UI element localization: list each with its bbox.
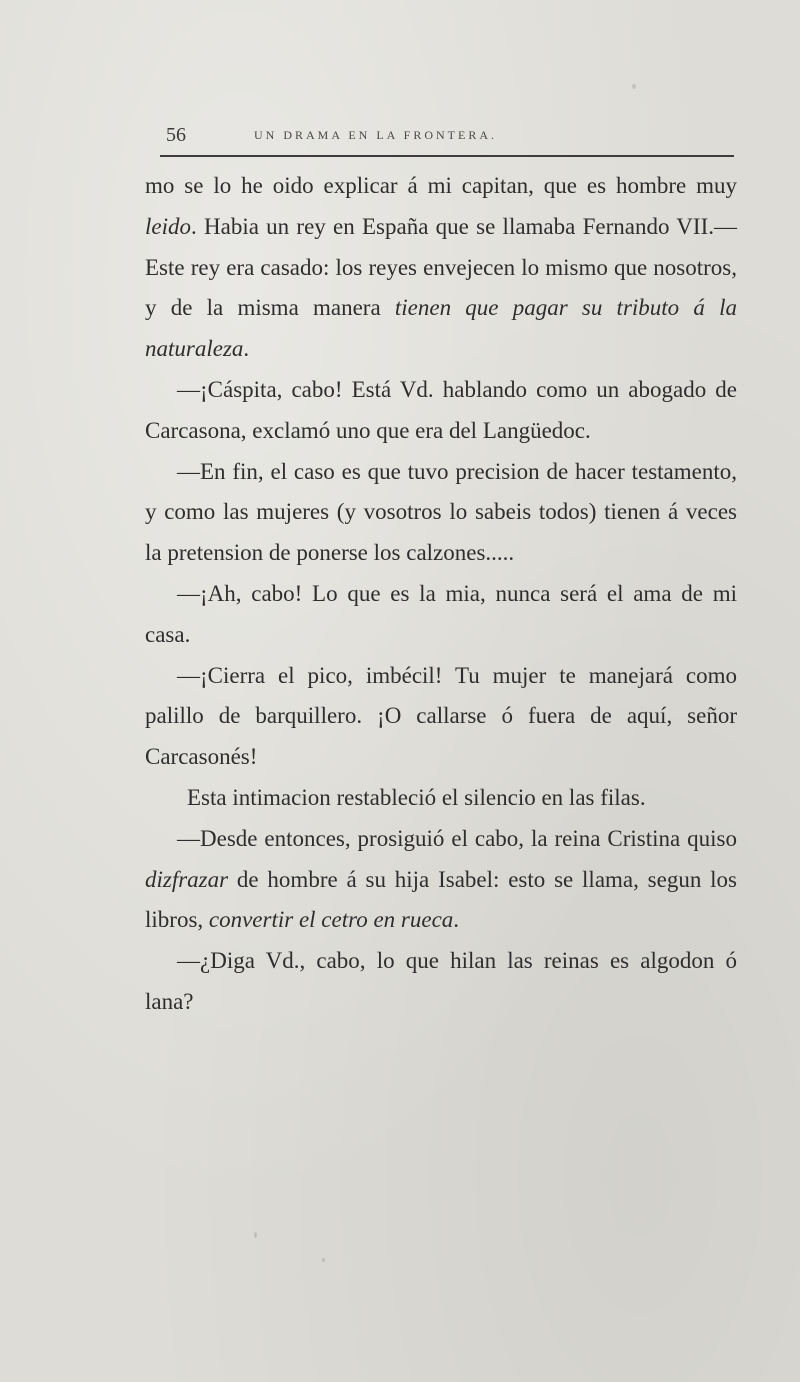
paper-speck	[254, 1232, 257, 1238]
paragraph-7	[145, 819, 737, 941]
paragraph-2: —¡Cáspita, cabo! Está Vd. hablando como un abogado de Carcasona, exclamó uno que era del Langüedoc.	[145, 376, 737, 443]
page-header	[166, 120, 736, 150]
paragraph-8: —¿Diga Vd., cabo, lo que hilan las reinas es algodon ó lana?	[145, 948, 737, 1014]
text-run: . Habia un rey en España que se llamaba Fernando VII.—Este rey era casado: los reyes envejecen lo mismo que nosotros, y de la misma manera	[145, 213, 737, 321]
italic-text: convertir el cetro en rueca	[208, 907, 454, 933]
paper-speck	[322, 1258, 325, 1262]
paragraph-4: —¡Ah, cabo! Lo que es la mia, nunca será el ama de mi casa.	[145, 580, 737, 647]
page-body	[145, 166, 737, 1023]
text-run: —Desde entonces, prosiguió el cabo, la reina Cristina quiso	[177, 825, 737, 851]
page-number: 56	[166, 123, 186, 146]
running-title: UN DRAMA EN LA FRONTERA.	[254, 127, 498, 142]
italic-text: dizfrazar	[145, 866, 229, 892]
italic-text: leido	[145, 213, 191, 239]
text-run: mo se lo he oido explicar á mi capitan, que es hombre muy	[145, 173, 737, 198]
paragraph-6: Esta intimacion restableció el silencio en las filas.	[187, 784, 646, 810]
text-run: .	[243, 336, 250, 362]
paragraph-5: —¡Cierra el pico, imbécil! Tu mujer te manejará como palillo de barquillero. ¡O callarse ó fuera de aquí, señor Carcasonés!	[145, 662, 737, 770]
paragraph-3: —En fin, el caso es que tuvo precision de hacer testamento, y como las mujeres (y vosotros lo sabeis todos) tienen á veces la pretension de ponerse los calzones.....	[145, 458, 737, 566]
text-run: de hombre á su hija Isabel: esto se llama, segun los libros,	[145, 866, 737, 933]
header-rule	[160, 155, 734, 157]
paragraph-1	[145, 166, 737, 370]
italic-text: tienen que pagar su tributo á la naturaleza	[145, 295, 737, 362]
paper-speck	[632, 84, 636, 89]
text-run: .	[453, 907, 460, 933]
